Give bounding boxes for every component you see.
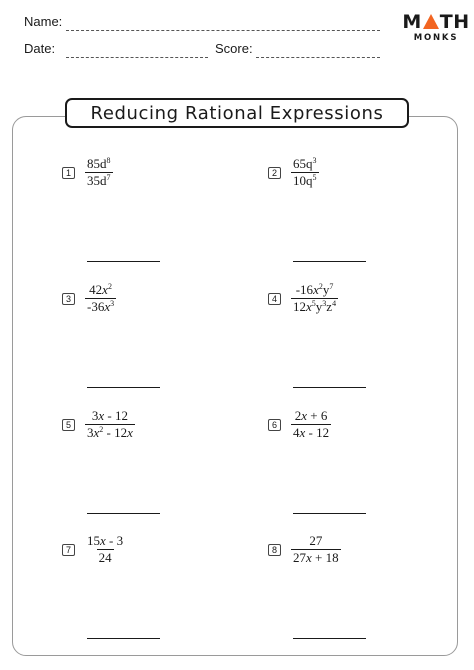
math-monks-logo bbox=[402, 11, 470, 48]
triangle-icon bbox=[423, 14, 439, 29]
answer-line[interactable] bbox=[87, 261, 160, 262]
logo-text-th: TH bbox=[439, 11, 470, 33]
fraction-numerator: $65q^3$ bbox=[293, 156, 317, 171]
problem-number: 1 bbox=[62, 167, 75, 179]
answer-line[interactable] bbox=[293, 387, 366, 388]
answer-line[interactable] bbox=[87, 387, 160, 388]
problem-number: 7 bbox=[62, 544, 75, 556]
worksheet-panel bbox=[12, 116, 458, 656]
problem-fraction bbox=[291, 534, 341, 565]
score-label: Score: bbox=[215, 41, 253, 56]
fraction-numerator: 3x - 12 bbox=[91, 408, 129, 423]
logo-text-monks: MONKS bbox=[413, 33, 459, 43]
problem-fraction bbox=[85, 409, 135, 440]
problem-fraction bbox=[85, 534, 125, 565]
name-field[interactable] bbox=[66, 30, 380, 31]
problem-number: 5 bbox=[62, 419, 75, 431]
problem-fraction bbox=[291, 157, 319, 188]
fraction-denominator: $12x^5y^3z^4$ bbox=[293, 299, 337, 314]
answer-line[interactable] bbox=[87, 513, 160, 514]
problem-number: 3 bbox=[62, 293, 75, 305]
name-label: Name: bbox=[24, 14, 63, 29]
answer-line[interactable] bbox=[293, 261, 366, 262]
fraction-numerator: $85d^8$ bbox=[87, 156, 111, 171]
fraction-denominator: 4x - 12 bbox=[293, 425, 330, 440]
fraction-denominator: $35d^7$ bbox=[87, 173, 111, 188]
problem-fraction bbox=[291, 409, 331, 440]
problem-number: 2 bbox=[268, 167, 281, 179]
problem-fraction bbox=[85, 157, 113, 188]
answer-line[interactable] bbox=[293, 513, 366, 514]
worksheet-title: Reducing Rational Expressions bbox=[65, 98, 409, 128]
fraction-denominator: $3x^2 - 12x$ bbox=[87, 425, 133, 440]
fraction-denominator: 27x + 18 bbox=[293, 550, 339, 565]
problem-fraction bbox=[85, 283, 116, 314]
logo-text-m: M bbox=[402, 11, 422, 33]
date-field[interactable] bbox=[66, 57, 208, 58]
fraction-numerator: 27 bbox=[309, 533, 323, 548]
fraction-numerator: 2x + 6 bbox=[294, 408, 328, 423]
fraction-denominator: $-36x^3$ bbox=[87, 299, 115, 314]
problem-number: 4 bbox=[268, 293, 281, 305]
fraction-numerator: $-16x^2y^7$ bbox=[295, 282, 334, 297]
answer-line[interactable] bbox=[293, 638, 366, 639]
answer-line[interactable] bbox=[87, 638, 160, 639]
problem-fraction bbox=[291, 283, 338, 314]
fraction-numerator: 15x - 3 bbox=[87, 533, 124, 548]
date-label: Date: bbox=[24, 41, 56, 56]
score-field[interactable] bbox=[256, 57, 380, 58]
fraction-numerator: $42x^2$ bbox=[89, 282, 112, 297]
fraction-denominator: $10q^5$ bbox=[293, 173, 317, 188]
problem-number: 8 bbox=[268, 544, 281, 556]
fraction-denominator: 24 bbox=[98, 550, 112, 565]
problem-number: 6 bbox=[268, 419, 281, 431]
